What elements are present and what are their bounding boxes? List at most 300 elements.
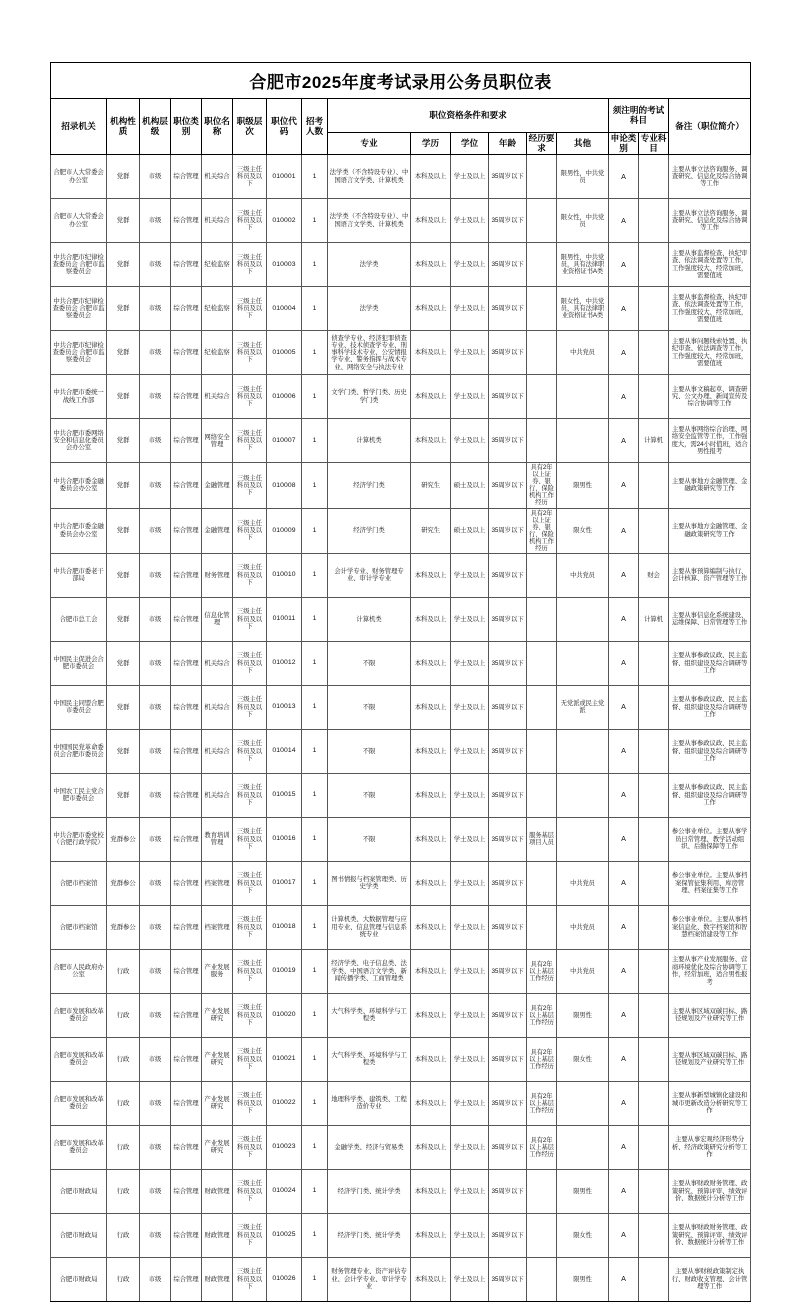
cell-education: 本科及以上 [411,375,451,419]
cell-other: 无党派或民主党派 [557,685,609,729]
cell-position-name: 档案管理 [202,905,233,949]
cell-exam-type: A [609,1169,639,1213]
cell-agency: 合肥市人大常委会办公室 [51,155,107,199]
cell-other: 限男性 [557,993,609,1037]
cell-code: 010025 [267,1213,302,1257]
cell-major: 图书情报与档案管理类、历史学类 [328,861,411,905]
cell-position-name: 机关综合 [202,199,233,243]
cell-experience [527,243,557,287]
cell-exam-subject [639,331,669,375]
cell-exam-type: A [609,553,639,597]
cell-code: 010007 [267,419,302,463]
cell-level: 市级 [140,375,171,419]
cell-category: 综合管理 [171,949,202,993]
cell-education: 本科及以上 [411,685,451,729]
col-group-header-qualifications: 职位资格条件和要求 [328,99,609,133]
cell-age: 35周岁以下 [489,331,527,375]
cell-other [557,817,609,861]
cell-experience: 具有2年以上证券、银行、保险机构工作经历 [527,508,557,553]
cell-degree: 学士及以上 [451,375,489,419]
cell-remark: 主要从事新型城镇化建设和城市更新改造分析研究等工作 [669,1081,751,1125]
cell-remark: 主要从事财政财务管理、政策研究、预算评审、绩效评价、数据统计分析等工作 [669,1213,751,1257]
cell-level: 市级 [140,905,171,949]
cell-age: 35周岁以下 [489,993,527,1037]
cell-major: 不限 [328,773,411,817]
cell-major: 经济学门类、统计学类 [328,1213,411,1257]
table-row [51,287,751,331]
cell-exam-type: A [609,861,639,905]
cell-other: 限女性 [557,1037,609,1081]
cell-education: 本科及以上 [411,1037,451,1081]
cell-code: 010015 [267,773,302,817]
cell-other: 限男性，中共党员，具有法律职业资格证书A类 [557,243,609,287]
cell-remark: 主要从事参政议政、民主监督、组织建设及综合调研等工作 [669,685,751,729]
col-header-level: 机构层级 [140,99,171,155]
cell-agency: 中共合肥市委金融委员会办公室 [51,463,107,508]
cell-major: 法学类 [328,287,411,331]
cell-category: 综合管理 [171,199,202,243]
cell-degree: 学士及以上 [451,817,489,861]
cell-nature: 党群 [107,199,140,243]
cell-position-name: 档案管理 [202,861,233,905]
col-header-major: 专业 [328,133,411,155]
cell-major: 经济学门类、统计学类 [328,1169,411,1213]
cell-education: 本科及以上 [411,729,451,773]
cell-age: 35周岁以下 [489,861,527,905]
job-positions-table [50,62,751,1302]
table-row [51,861,751,905]
cell-major: 文学门类、哲学门类、历史学门类 [328,375,411,419]
cell-other: 限女性 [557,508,609,553]
cell-age: 35周岁以下 [489,508,527,553]
cell-exam-subject [639,1257,669,1301]
cell-nature: 行政 [107,949,140,993]
cell-degree: 学士及以上 [451,553,489,597]
cell-agency: 合肥市发展和改革委员会 [51,1037,107,1081]
cell-exam-subject [639,463,669,508]
cell-exam-type: A [609,287,639,331]
cell-exam-type: A [609,773,639,817]
cell-rank: 三级主任科员及以下 [233,243,267,287]
cell-experience [527,375,557,419]
cell-education: 本科及以上 [411,553,451,597]
cell-exam-type: A [609,993,639,1037]
cell-code: 010011 [267,597,302,641]
table-row [51,419,751,463]
cell-nature: 行政 [107,993,140,1037]
cell-other: 限女性 [557,1213,609,1257]
cell-position-name: 信息化管理 [202,597,233,641]
cell-exam-type: A [609,463,639,508]
table-body [51,155,751,1302]
cell-degree: 学士及以上 [451,1081,489,1125]
cell-education: 本科及以上 [411,243,451,287]
col-header-agency: 招录机关 [51,99,107,155]
cell-count: 1 [302,729,328,773]
cell-level: 市级 [140,685,171,729]
cell-position-name: 产业发展研究 [202,1081,233,1125]
cell-nature: 行政 [107,1257,140,1301]
cell-rank: 三级主任科员及以下 [233,949,267,993]
cell-age: 35周岁以下 [489,1257,527,1301]
cell-age: 35周岁以下 [489,685,527,729]
cell-category: 综合管理 [171,287,202,331]
cell-age: 35周岁以下 [489,287,527,331]
cell-agency: 中共合肥市纪律检查委员会 合肥市监察委员会 [51,243,107,287]
col-header-nature: 机构性质 [107,99,140,155]
cell-nature: 党群参公 [107,817,140,861]
cell-agency: 中共合肥市委老干部局 [51,553,107,597]
cell-experience [527,641,557,685]
cell-count: 1 [302,553,328,597]
col-header-age: 年龄 [489,133,527,155]
cell-major: 经济学门类 [328,508,411,553]
cell-code: 010017 [267,861,302,905]
cell-degree: 学士及以上 [451,199,489,243]
cell-level: 市级 [140,199,171,243]
cell-position-name: 财务管理 [202,553,233,597]
col-header-degree: 学位 [451,133,489,155]
cell-experience [527,905,557,949]
cell-degree: 学士及以上 [451,155,489,199]
cell-other: 限男性 [557,1169,609,1213]
cell-rank: 三级主任科员及以下 [233,1125,267,1169]
cell-education: 本科及以上 [411,155,451,199]
cell-level: 市级 [140,949,171,993]
cell-nature: 党群 [107,773,140,817]
cell-category: 综合管理 [171,905,202,949]
cell-experience [527,199,557,243]
cell-count: 1 [302,419,328,463]
cell-position-name: 纪检监察 [202,331,233,375]
cell-level: 市级 [140,287,171,331]
cell-agency: 中共合肥市委统一战线工作部 [51,375,107,419]
col-header-other: 其他 [557,133,609,155]
cell-level: 市级 [140,1257,171,1301]
cell-major: 法学类 [328,243,411,287]
cell-experience [527,729,557,773]
cell-experience [527,1213,557,1257]
cell-experience [527,331,557,375]
cell-remark: 参公事业单位。主要从事档案信息化、数字档案馆和智慧档案馆建设等工作 [669,905,751,949]
cell-category: 综合管理 [171,1125,202,1169]
cell-rank: 三级主任科员及以下 [233,199,267,243]
header-row-primary [51,99,751,133]
cell-age: 35周岁以下 [489,155,527,199]
cell-category: 综合管理 [171,419,202,463]
cell-remark: 主要从事参政议政、民主监督、组织建设及综合调研等工作 [669,729,751,773]
cell-education: 本科及以上 [411,1081,451,1125]
cell-rank: 三级主任科员及以下 [233,508,267,553]
cell-other [557,641,609,685]
cell-nature: 党群参公 [107,905,140,949]
cell-remark: 主要从事财政财务管理、政策研究、预算评审、绩效评价、数据统计分析等工作 [669,1169,751,1213]
cell-level: 市级 [140,773,171,817]
cell-count: 1 [302,773,328,817]
cell-code: 010020 [267,993,302,1037]
table-row [51,597,751,641]
cell-other: 中共党员 [557,861,609,905]
cell-level: 市级 [140,729,171,773]
cell-category: 综合管理 [171,685,202,729]
cell-rank: 三级主任科员及以下 [233,685,267,729]
cell-degree: 硕士及以上 [451,508,489,553]
cell-agency: 合肥市人民政府办公室 [51,949,107,993]
cell-education: 研究生 [411,463,451,508]
cell-major: 计算机类 [328,419,411,463]
cell-exam-subject [639,1169,669,1213]
cell-exam-subject [639,993,669,1037]
cell-education: 本科及以上 [411,1125,451,1169]
cell-level: 市级 [140,553,171,597]
cell-category: 综合管理 [171,729,202,773]
cell-degree: 学士及以上 [451,993,489,1037]
cell-remark: 主要从事参政议政、民主监督、组织建设及综合调研等工作 [669,641,751,685]
cell-agency: 中共合肥市纪律检查委员会 合肥市监察委员会 [51,287,107,331]
cell-remark: 主要从事问题线索处置、执纪审查、依法调查等工作，工作强度较大、经常加班，需要值班 [669,331,751,375]
cell-rank: 三级主任科员及以下 [233,905,267,949]
cell-nature: 党群 [107,331,140,375]
cell-category: 综合管理 [171,463,202,508]
cell-position-name: 纪检监察 [202,243,233,287]
cell-degree: 学士及以上 [451,1257,489,1301]
cell-nature: 党群 [107,419,140,463]
cell-level: 市级 [140,1169,171,1213]
cell-major: 法学类（不含特设专业）、中国语言文学类、计算机类 [328,199,411,243]
cell-education: 本科及以上 [411,993,451,1037]
cell-age: 35周岁以下 [489,1125,527,1169]
cell-position-name: 机关综合 [202,729,233,773]
cell-age: 35周岁以下 [489,641,527,685]
cell-remark: 主要从事地方金融管理、金融政策研究等工作 [669,508,751,553]
cell-code: 010005 [267,331,302,375]
cell-level: 市级 [140,817,171,861]
cell-rank: 三级主任科员及以下 [233,1037,267,1081]
table-row [51,508,751,553]
cell-code: 010001 [267,155,302,199]
cell-remark: 主要从事区域双碳目标、路径规划及产业研究等工作 [669,1037,751,1081]
cell-exam-type: A [609,419,639,463]
cell-remark: 主要从事财税政策制定执行、财政收支管理、会计管理等工作 [669,1257,751,1301]
cell-exam-type: A [609,905,639,949]
cell-other [557,1081,609,1125]
cell-other [557,375,609,419]
cell-category: 综合管理 [171,861,202,905]
cell-agency: 合肥市财政局 [51,1213,107,1257]
cell-category: 综合管理 [171,331,202,375]
cell-agency: 中共合肥市委党校（合肥行政学院） [51,817,107,861]
cell-age: 35周岁以下 [489,463,527,508]
cell-agency: 合肥市财政局 [51,1257,107,1301]
cell-age: 35周岁以下 [489,1037,527,1081]
cell-rank: 三级主任科员及以下 [233,817,267,861]
cell-other: 中共党员 [557,331,609,375]
cell-position-name: 财政管理 [202,1169,233,1213]
cell-count: 1 [302,861,328,905]
cell-exam-type: A [609,155,639,199]
cell-degree: 学士及以上 [451,1169,489,1213]
cell-age: 35周岁以下 [489,375,527,419]
cell-position-name: 产业发展研究 [202,993,233,1037]
cell-experience [527,419,557,463]
cell-level: 市级 [140,1037,171,1081]
cell-education: 本科及以上 [411,1169,451,1213]
cell-remark: 主要从事区域双碳目标、路径规划及产业研究等工作 [669,993,751,1037]
cell-age: 35周岁以下 [489,905,527,949]
table-row [51,1125,751,1169]
cell-education: 本科及以上 [411,905,451,949]
cell-experience: 具有2年以上基层工作经历 [527,1125,557,1169]
cell-other: 限女性，中共党员，具有法律职业资格证书A类 [557,287,609,331]
cell-other [557,419,609,463]
cell-exam-subject [639,287,669,331]
cell-experience: 具有2年以上基层工作经历 [527,993,557,1037]
cell-nature: 行政 [107,1081,140,1125]
cell-count: 1 [302,1257,328,1301]
cell-nature: 党群参公 [107,861,140,905]
cell-degree: 学士及以上 [451,331,489,375]
cell-nature: 党群 [107,729,140,773]
cell-position-name: 产业发展研究 [202,1037,233,1081]
cell-position-name: 机关综合 [202,773,233,817]
cell-major: 财务管理专业、资产评估专业、会计学专业、审计学专业 [328,1257,411,1301]
cell-category: 综合管理 [171,1037,202,1081]
cell-code: 010003 [267,243,302,287]
cell-nature: 行政 [107,1213,140,1257]
cell-other: 中共党员 [557,553,609,597]
cell-code: 010022 [267,1081,302,1125]
cell-degree: 学士及以上 [451,773,489,817]
cell-experience: 具有2年以上基层工作经历 [527,949,557,993]
cell-agency: 合肥市财政局 [51,1169,107,1213]
cell-remark: 主要从事网络综合治理、网络安全监管等工作，工作强度大，需24小时值班，适合男性报考 [669,419,751,463]
table-row [51,463,751,508]
cell-exam-subject [639,905,669,949]
cell-exam-type: A [609,199,639,243]
cell-rank: 三级主任科员及以下 [233,597,267,641]
cell-code: 010016 [267,817,302,861]
cell-position-name: 机关综合 [202,155,233,199]
document-title: 合肥市2025年度考试录用公务员职位表 [51,63,751,99]
cell-exam-type: A [609,1213,639,1257]
table-row [51,949,751,993]
cell-education: 本科及以上 [411,949,451,993]
cell-education: 本科及以上 [411,773,451,817]
cell-code: 010012 [267,641,302,685]
cell-age: 35周岁以下 [489,199,527,243]
cell-remark: 主要从事信息化系统建设、运维保障、日常管理等工作 [669,597,751,641]
cell-exam-subject [639,817,669,861]
cell-code: 010024 [267,1169,302,1213]
col-header-exam-type: 申论类别 [609,133,639,155]
cell-exam-subject [639,729,669,773]
cell-count: 1 [302,685,328,729]
cell-agency: 中共合肥市纪律检查委员会 合肥市监察委员会 [51,331,107,375]
cell-category: 综合管理 [171,155,202,199]
cell-major: 计算机类、大数据管理与应用专业、信息管理与信息系统专业 [328,905,411,949]
cell-degree: 学士及以上 [451,287,489,331]
cell-exam-type: A [609,1081,639,1125]
cell-exam-subject [639,243,669,287]
cell-experience [527,1257,557,1301]
cell-count: 1 [302,199,328,243]
cell-remark: 主要从事立法咨询服务、调查研究、信息化及综合协调等工作 [669,199,751,243]
cell-exam-subject [639,685,669,729]
cell-major: 法学类（不含特设专业）、中国语言文学类、计算机类 [328,155,411,199]
cell-age: 35周岁以下 [489,729,527,773]
cell-experience: 具有2年以上证券、银行、保险机构工作经历 [527,463,557,508]
cell-other: 中共党员 [557,949,609,993]
table-row [51,905,751,949]
cell-level: 市级 [140,331,171,375]
cell-position-name: 金融管理 [202,463,233,508]
cell-count: 1 [302,243,328,287]
cell-exam-subject: 财会 [639,553,669,597]
cell-category: 综合管理 [171,773,202,817]
cell-count: 1 [302,1037,328,1081]
table-row [51,331,751,375]
cell-nature: 党群 [107,155,140,199]
cell-major: 地理科学类、建筑类、工程造价专业 [328,1081,411,1125]
cell-education: 本科及以上 [411,419,451,463]
cell-count: 1 [302,949,328,993]
cell-experience [527,861,557,905]
cell-count: 1 [302,1081,328,1125]
cell-exam-type: A [609,331,639,375]
cell-other [557,773,609,817]
table-row [51,641,751,685]
cell-degree: 学士及以上 [451,685,489,729]
table-row [51,1213,751,1257]
cell-category: 综合管理 [171,641,202,685]
col-header-category: 职位类别 [171,99,202,155]
cell-category: 综合管理 [171,597,202,641]
cell-education: 本科及以上 [411,1213,451,1257]
cell-exam-type: A [609,817,639,861]
cell-age: 35周岁以下 [489,949,527,993]
cell-major: 不限 [328,817,411,861]
cell-exam-subject [639,861,669,905]
cell-exam-subject: 计算机 [639,419,669,463]
cell-category: 综合管理 [171,375,202,419]
cell-remark: 主要从事文稿起草、调查研究、公文办理、新闻宣传及综合协调等工作 [669,375,751,419]
cell-count: 1 [302,641,328,685]
cell-agency: 中共合肥市委金融委员会办公室 [51,508,107,553]
table-row [51,1169,751,1213]
cell-remark: 主要从事地方金融管理、金融政策研究等工作 [669,463,751,508]
cell-rank: 三级主任科员及以下 [233,419,267,463]
cell-category: 综合管理 [171,553,202,597]
cell-major: 大气科学类、环境科学与工程类 [328,993,411,1037]
table-row [51,553,751,597]
cell-position-name: 机关综合 [202,641,233,685]
cell-degree: 硕士及以上 [451,463,489,508]
cell-experience [527,1169,557,1213]
cell-education: 本科及以上 [411,331,451,375]
cell-count: 1 [302,331,328,375]
col-header-count: 招考人数 [302,99,328,155]
table-row [51,155,751,199]
cell-nature: 行政 [107,1037,140,1081]
col-group-header-exam-subjects: 须注明的考试科目 [609,99,669,133]
cell-position-name: 金融管理 [202,508,233,553]
cell-exam-subject [639,508,669,553]
cell-count: 1 [302,905,328,949]
table-row [51,729,751,773]
cell-exam-subject [639,949,669,993]
cell-category: 综合管理 [171,1081,202,1125]
col-header-exam-subject: 专业科目 [639,133,669,155]
